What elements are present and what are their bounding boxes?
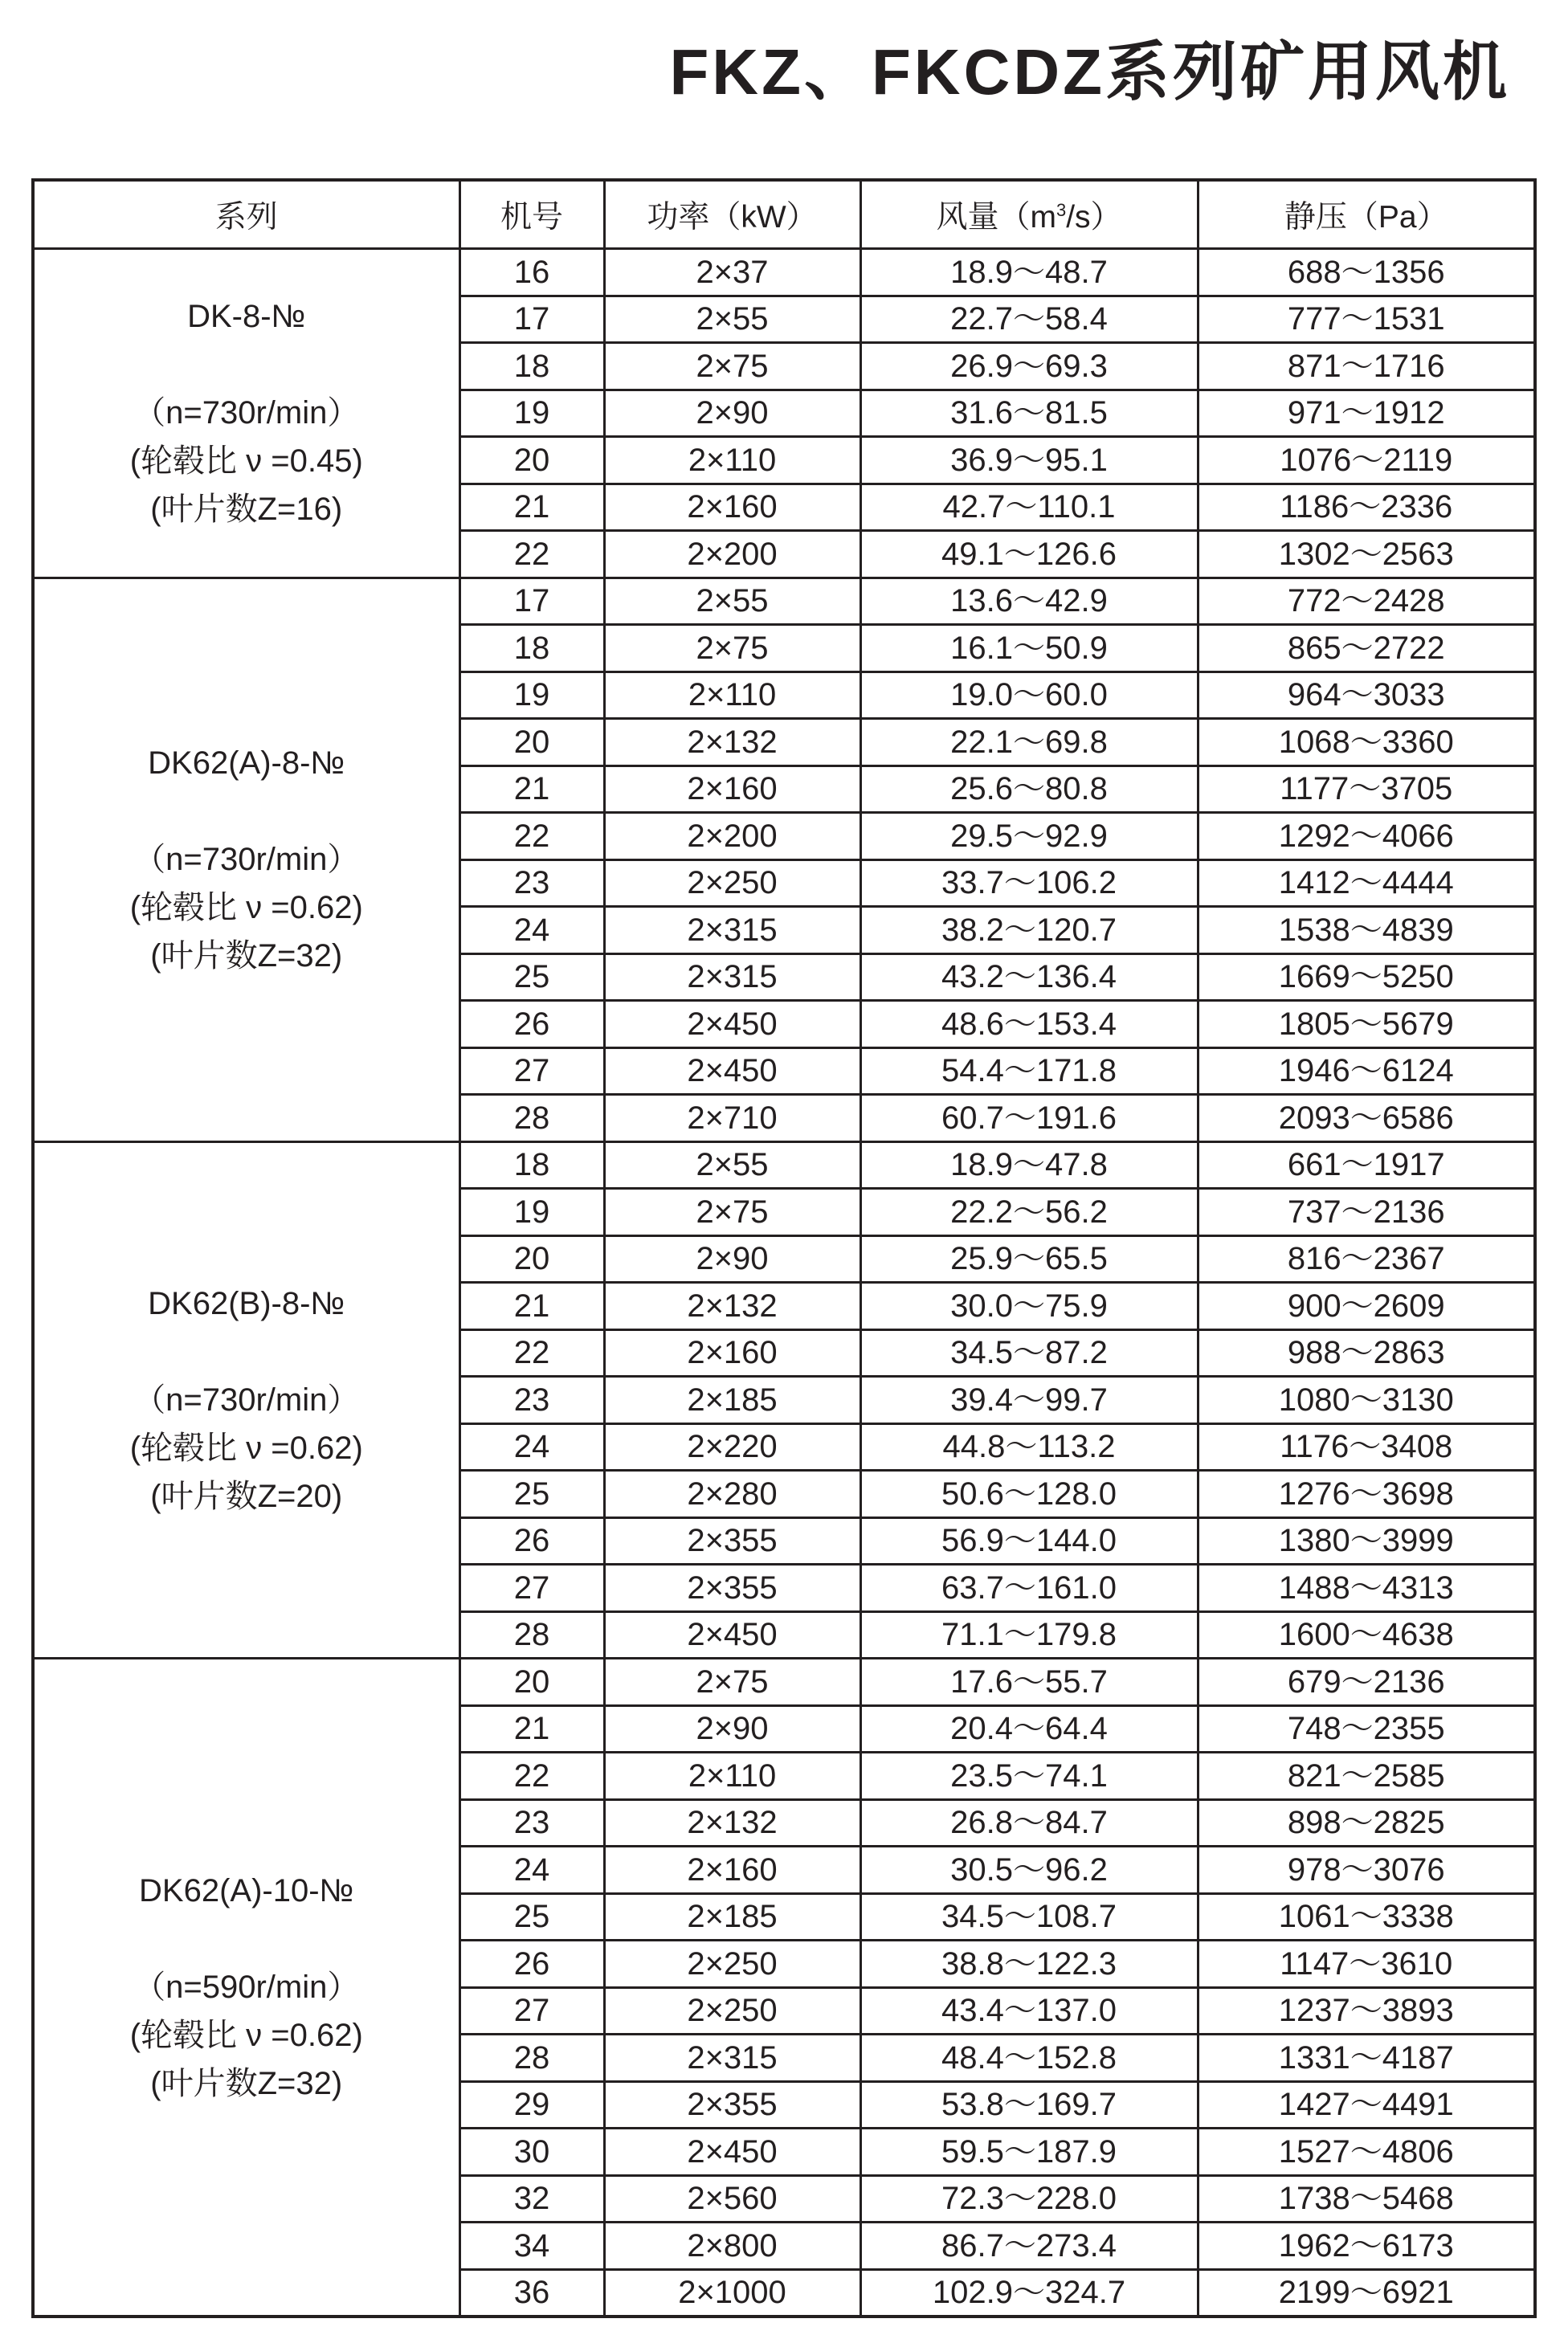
model-cell: 24 — [459, 907, 604, 954]
model-cell: 27 — [459, 1565, 604, 1612]
power-cell: 2×132 — [604, 1799, 860, 1847]
airflow-cell: 23.5～74.1 — [860, 1753, 1198, 1800]
model-cell: 22 — [459, 531, 604, 578]
series-speed: （n=730r/min） — [133, 1382, 360, 1418]
header-series: 系列 — [33, 180, 459, 249]
model-cell: 17 — [459, 296, 604, 343]
table-body — [33, 249, 1535, 2317]
series-cell — [33, 578, 459, 1141]
airflow-cell: 34.5～108.7 — [860, 1893, 1198, 1941]
airflow-cell: 19.0～60.0 — [860, 672, 1198, 719]
model-cell: 23 — [459, 1377, 604, 1424]
pressure-cell: 816～2367 — [1198, 1235, 1535, 1283]
pressure-cell: 1331～4187 — [1198, 2035, 1535, 2082]
pressure-cell: 2093～6586 — [1198, 1095, 1535, 1142]
series-hub-ratio: (轮毂比 ν =0.62) — [129, 2018, 363, 2053]
power-cell: 2×355 — [604, 2081, 860, 2129]
model-cell: 23 — [459, 859, 604, 907]
pressure-cell: 988～2863 — [1198, 1329, 1535, 1377]
model-cell: 19 — [459, 390, 604, 437]
airflow-cell: 38.8～122.3 — [860, 1941, 1198, 1988]
series-cell — [33, 1141, 459, 1659]
power-cell: 2×110 — [604, 1753, 860, 1800]
power-cell: 2×132 — [604, 719, 860, 766]
airflow-cell: 50.6～128.0 — [860, 1471, 1198, 1518]
pressure-cell: 1076～2119 — [1198, 437, 1535, 484]
pressure-cell: 1962～6173 — [1198, 2223, 1535, 2270]
airflow-cell: 86.7～273.4 — [860, 2223, 1198, 2270]
series-blade-count: (叶片数Z=20) — [150, 1478, 343, 1514]
power-cell: 2×132 — [604, 1283, 860, 1330]
airflow-cell: 48.4～152.8 — [860, 2035, 1198, 2082]
power-cell: 2×75 — [604, 1659, 860, 1706]
page-title: FKZ、FKCDZ系列矿用风机 — [669, 36, 1510, 108]
airflow-cell: 38.2～120.7 — [860, 907, 1198, 954]
airflow-cell: 71.1～179.8 — [860, 1611, 1198, 1659]
pressure-cell: 748～2355 — [1198, 1705, 1535, 1753]
series-name: DK62(A)-8-№ — [148, 745, 345, 781]
model-cell: 30 — [459, 2129, 604, 2176]
model-cell: 21 — [459, 1283, 604, 1330]
table-row — [33, 249, 1535, 296]
header-model: 机号 — [459, 180, 604, 249]
airflow-cell: 56.9～144.0 — [860, 1517, 1198, 1565]
series-hub-ratio: (轮毂比 ν =0.62) — [129, 890, 363, 925]
header-airflow-unit: /s） — [1066, 200, 1122, 235]
airflow-cell: 60.7～191.6 — [860, 1095, 1198, 1142]
pressure-cell: 688～1356 — [1198, 249, 1535, 296]
airflow-cell: 26.9～69.3 — [860, 343, 1198, 390]
airflow-cell: 26.8～84.7 — [860, 1799, 1198, 1847]
airflow-cell: 49.1～126.6 — [860, 531, 1198, 578]
power-cell: 2×75 — [604, 343, 860, 390]
power-cell: 2×37 — [604, 249, 860, 296]
series-hub-ratio: (轮毂比 ν =0.62) — [129, 1430, 363, 1466]
power-cell: 2×90 — [604, 1705, 860, 1753]
power-cell: 2×185 — [604, 1893, 860, 1941]
power-cell: 2×450 — [604, 1611, 860, 1659]
pressure-cell: 1427～4491 — [1198, 2081, 1535, 2129]
pressure-cell: 1805～5679 — [1198, 1001, 1535, 1048]
model-cell: 34 — [459, 2223, 604, 2270]
pressure-cell: 978～3076 — [1198, 1847, 1535, 1894]
power-cell: 2×55 — [604, 296, 860, 343]
power-cell: 2×560 — [604, 2175, 860, 2223]
airflow-cell: 48.6～153.4 — [860, 1001, 1198, 1048]
pressure-cell: 900～2609 — [1198, 1283, 1535, 1330]
power-cell: 2×90 — [604, 390, 860, 437]
pressure-cell: 661～1917 — [1198, 1141, 1535, 1189]
airflow-cell: 25.9～65.5 — [860, 1235, 1198, 1283]
model-cell: 20 — [459, 1659, 604, 1706]
airflow-cell: 29.5～92.9 — [860, 813, 1198, 860]
power-cell: 2×355 — [604, 1517, 860, 1565]
model-cell: 28 — [459, 1095, 604, 1142]
power-cell: 2×110 — [604, 672, 860, 719]
power-cell: 2×75 — [604, 625, 860, 672]
model-cell: 19 — [459, 1189, 604, 1236]
airflow-cell: 34.5～87.2 — [860, 1329, 1198, 1377]
model-cell: 22 — [459, 1753, 604, 1800]
power-cell: 2×1000 — [604, 2269, 860, 2317]
model-cell: 22 — [459, 1329, 604, 1377]
spacer — [35, 787, 459, 835]
pressure-cell: 1302～2563 — [1198, 531, 1535, 578]
power-cell: 2×315 — [604, 907, 860, 954]
pressure-cell: 1186～2336 — [1198, 484, 1535, 531]
airflow-cell: 63.7～161.0 — [860, 1565, 1198, 1612]
model-cell: 18 — [459, 625, 604, 672]
power-cell: 2×450 — [604, 2129, 860, 2176]
power-cell: 2×200 — [604, 813, 860, 860]
spacer — [35, 1328, 459, 1376]
airflow-cell: 43.4～137.0 — [860, 1987, 1198, 2035]
model-cell: 18 — [459, 1141, 604, 1189]
series-speed: （n=590r/min） — [133, 1970, 360, 2005]
pressure-cell: 964～3033 — [1198, 672, 1535, 719]
airflow-cell: 33.7～106.2 — [860, 859, 1198, 907]
power-cell: 2×55 — [604, 578, 860, 625]
pressure-cell: 772～2428 — [1198, 578, 1535, 625]
pressure-cell: 1538～4839 — [1198, 907, 1535, 954]
header-pressure: 静压（Pa） — [1198, 180, 1535, 249]
model-cell: 22 — [459, 813, 604, 860]
power-cell: 2×450 — [604, 1001, 860, 1048]
pressure-cell: 971～1912 — [1198, 390, 1535, 437]
power-cell: 2×315 — [604, 2035, 860, 2082]
model-cell: 26 — [459, 1001, 604, 1048]
power-cell: 2×160 — [604, 1329, 860, 1377]
pressure-cell: 1600～4638 — [1198, 1611, 1535, 1659]
airflow-cell: 31.6～81.5 — [860, 390, 1198, 437]
model-cell: 16 — [459, 249, 604, 296]
series-hub-ratio: (轮毂比 ν =0.45) — [129, 443, 363, 480]
model-cell: 24 — [459, 1423, 604, 1471]
header-airflow-text: 风量（m — [936, 200, 1056, 235]
pressure-cell: 1177～3705 — [1198, 765, 1535, 813]
power-cell: 2×55 — [604, 1141, 860, 1189]
power-cell: 2×280 — [604, 1471, 860, 1518]
header-airflow-sup: 3 — [1056, 200, 1067, 220]
pressure-cell: 1061～3338 — [1198, 1893, 1535, 1941]
model-cell: 36 — [459, 2269, 604, 2317]
model-cell: 21 — [459, 765, 604, 813]
power-cell: 2×160 — [604, 484, 860, 531]
table-row — [33, 1659, 1535, 1706]
pressure-cell: 679～2136 — [1198, 1659, 1535, 1706]
airflow-cell: 39.4～99.7 — [860, 1377, 1198, 1424]
series-speed: （n=730r/min） — [133, 842, 360, 877]
pressure-cell: 1176～3408 — [1198, 1423, 1535, 1471]
airflow-cell: 18.9～48.7 — [860, 249, 1198, 296]
model-cell: 23 — [459, 1799, 604, 1847]
model-cell: 25 — [459, 1471, 604, 1518]
model-cell: 20 — [459, 437, 604, 484]
airflow-cell: 13.6～42.9 — [860, 578, 1198, 625]
power-cell: 2×450 — [604, 1047, 860, 1095]
power-cell: 2×250 — [604, 1987, 860, 2035]
model-cell: 17 — [459, 578, 604, 625]
model-cell: 18 — [459, 343, 604, 390]
model-cell: 26 — [459, 1517, 604, 1565]
model-cell: 26 — [459, 1941, 604, 1988]
airflow-cell: 30.0～75.9 — [860, 1283, 1198, 1330]
table-row — [33, 1141, 1535, 1189]
series-name: DK-8-№ — [187, 299, 306, 335]
airflow-cell: 16.1～50.9 — [860, 625, 1198, 672]
model-cell: 29 — [459, 2081, 604, 2129]
pressure-cell: 898～2825 — [1198, 1799, 1535, 1847]
power-cell: 2×250 — [604, 1941, 860, 1988]
model-cell: 21 — [459, 484, 604, 531]
airflow-cell: 44.8～113.2 — [860, 1423, 1198, 1471]
pressure-cell: 1292～4066 — [1198, 813, 1535, 860]
power-cell: 2×220 — [604, 1423, 860, 1471]
pressure-cell: 1380～3999 — [1198, 1517, 1535, 1565]
pressure-cell: 1488～4313 — [1198, 1565, 1535, 1612]
pressure-cell: 1738～5468 — [1198, 2175, 1535, 2223]
power-cell: 2×800 — [604, 2223, 860, 2270]
series-blade-count: (叶片数Z=32) — [150, 938, 343, 974]
power-cell: 2×315 — [604, 953, 860, 1001]
pressure-cell: 1946～6124 — [1198, 1047, 1535, 1095]
model-cell: 27 — [459, 1987, 604, 2035]
pressure-cell: 1147～3610 — [1198, 1941, 1535, 1988]
model-cell: 25 — [459, 953, 604, 1001]
model-cell: 25 — [459, 1893, 604, 1941]
model-cell: 20 — [459, 719, 604, 766]
pressure-cell: 1237～3893 — [1198, 1987, 1535, 2035]
airflow-cell: 36.9～95.1 — [860, 437, 1198, 484]
airflow-cell: 18.9～47.8 — [860, 1141, 1198, 1189]
airflow-cell: 22.7～58.4 — [860, 296, 1198, 343]
pressure-cell: 777～1531 — [1198, 296, 1535, 343]
power-cell: 2×355 — [604, 1565, 860, 1612]
pressure-cell: 1669～5250 — [1198, 953, 1535, 1001]
series-name: DK62(B)-8-№ — [148, 1285, 345, 1321]
pressure-cell: 865～2722 — [1198, 625, 1535, 672]
airflow-cell: 53.8～169.7 — [860, 2081, 1198, 2129]
model-cell: 21 — [459, 1705, 604, 1753]
power-cell: 2×90 — [604, 1235, 860, 1283]
pressure-cell: 737～2136 — [1198, 1189, 1535, 1236]
power-cell: 2×75 — [604, 1189, 860, 1236]
airflow-cell: 20.4～64.4 — [860, 1705, 1198, 1753]
pressure-cell: 821～2585 — [1198, 1753, 1535, 1800]
airflow-cell: 102.9～324.7 — [860, 2269, 1198, 2317]
table-header-row — [33, 180, 1535, 249]
pressure-cell: 871～1716 — [1198, 343, 1535, 390]
fan-spec-table — [31, 178, 1537, 2318]
spacer — [35, 341, 459, 389]
airflow-cell: 30.5～96.2 — [860, 1847, 1198, 1894]
model-cell: 32 — [459, 2175, 604, 2223]
series-blade-count: (叶片数Z=16) — [150, 492, 343, 528]
header-airflow — [860, 180, 1198, 249]
airflow-cell: 17.6～55.7 — [860, 1659, 1198, 1706]
series-cell — [33, 1659, 459, 2317]
spacer — [35, 1915, 459, 1963]
series-blade-count: (叶片数Z=32) — [150, 2066, 343, 2101]
header-power: 功率（kW） — [604, 180, 860, 249]
airflow-cell: 25.6～80.8 — [860, 765, 1198, 813]
table-row — [33, 578, 1535, 625]
pressure-cell: 1080～3130 — [1198, 1377, 1535, 1424]
pressure-cell: 1276～3698 — [1198, 1471, 1535, 1518]
power-cell: 2×250 — [604, 859, 860, 907]
model-cell: 19 — [459, 672, 604, 719]
model-cell: 28 — [459, 1611, 604, 1659]
airflow-cell: 43.2～136.4 — [860, 953, 1198, 1001]
power-cell: 2×200 — [604, 531, 860, 578]
model-cell: 20 — [459, 1235, 604, 1283]
pressure-cell: 1527～4806 — [1198, 2129, 1535, 2176]
model-cell: 24 — [459, 1847, 604, 1894]
series-name: DK62(A)-10-№ — [139, 1873, 354, 1908]
power-cell: 2×110 — [604, 437, 860, 484]
power-cell: 2×710 — [604, 1095, 860, 1142]
airflow-cell: 54.4～171.8 — [860, 1047, 1198, 1095]
pressure-cell: 1412～4444 — [1198, 859, 1535, 907]
airflow-cell: 22.1～69.8 — [860, 719, 1198, 766]
airflow-cell: 42.7～110.1 — [860, 484, 1198, 531]
model-cell: 28 — [459, 2035, 604, 2082]
power-cell: 2×160 — [604, 765, 860, 813]
series-cell — [33, 249, 459, 578]
power-cell: 2×160 — [604, 1847, 860, 1894]
model-cell: 27 — [459, 1047, 604, 1095]
pressure-cell: 2199～6921 — [1198, 2269, 1535, 2317]
pressure-cell: 1068～3360 — [1198, 719, 1535, 766]
airflow-cell: 22.2～56.2 — [860, 1189, 1198, 1236]
airflow-cell: 59.5～187.9 — [860, 2129, 1198, 2176]
series-speed: （n=730r/min） — [133, 395, 360, 431]
power-cell: 2×185 — [604, 1377, 860, 1424]
airflow-cell: 72.3～228.0 — [860, 2175, 1198, 2223]
